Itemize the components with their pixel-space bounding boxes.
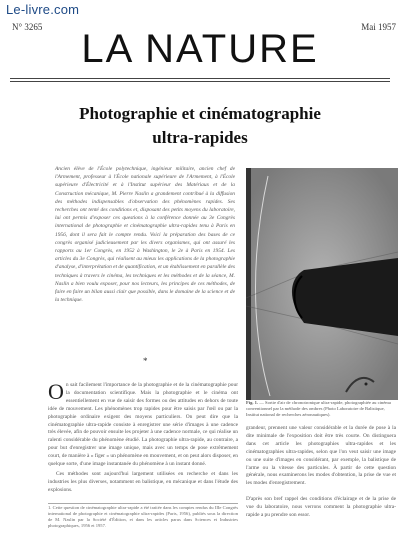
figure-caption-text: — Sortie d'air de chronotronique ultra-rapide, photographiée au cinéma conventionnel par la méthode des ombres (Photo Laboratoire de Balistique, Institut national de recherches aéronautiques).	[246, 400, 391, 417]
drop-cap: O	[48, 379, 64, 404]
right-column-text: grandeur, prennent une valeur considérable et la durée de pose à la dite minimale de l'exposition doit être très courte. On distinguera dans cet article les photographies ultra-rapides et les cinématographies ultra-rapides, selon que l'on veut saisir une image ou une suite d'images en considérant, par exemple, la balistique de l'arme ou la vitesse des particules. À partir de cette question générale, nous examinerons les modes d'obtention, la prise de vue et les modes d'enregistrement. D'après son bref rappel des conditions d'éclairage et de la prise de vue du laboratoire, nous verrons comment la photographie ultra-rapide a pu prendre son essor.	[246, 425, 396, 518]
article-title-line2: ultra-rapides	[152, 128, 248, 147]
article-title-line1: Photographie et cinématographie	[79, 104, 321, 123]
masthead: LA NATURE	[81, 27, 319, 71]
figure-photo	[246, 168, 398, 400]
issue-date: Mai 1957	[361, 22, 396, 32]
body-paragraph-2: Ces méthodes sont aujourd'hui largement utilisées en recherche et dans les industries les plus diverses, notamment en balistique, en mécanique et dans l'étude des explosions.	[48, 470, 238, 493]
watermark: Le-livre.com	[6, 2, 80, 17]
figure-caption	[246, 400, 398, 418]
footnote: 1. Cette question de cinématographie ultra-rapide a été traitée dans les comptes rendus du IIIe Congrès international de photographie et cinématographie ultra-rapides (Paris, 1956), publiés sous la direction de M. Naslin par la Société d'Édition, et dans les articles parus dans Sciences et Industries photographiques, 1956 et 1957.	[48, 505, 238, 528]
body-paragraph-1: n sait facilement l'importance de la photographie et de la cinématographie pour la documentation scientifique. Mais la photographie et le cinéma ont essentiellement en vue de saisir des formes ou des attitudes en dehors de toute idée de mouvement. Les phénomènes trop rapides pour être saisis par l'œil ou par la photographie ordinaire exigent des moyens particuliers. On peut dire que la cinématographie ultra-rapide consiste à enregistrer une série d'images à une cadence très élevée, afin de pouvoir ensuite les projeter à une cadence normale, ce qui réalise un ralenti considérable du phénomène étudié. La photographie ultra-rapide, au contraire, a pour but d'enregistrer une image unique, mais avec un temps de pose extrêmement court, de manière à « figer » un phénomène en mouvement, et on peut alors disposer, en quelque sorte, d'une image instantanée du phénomène à un instant donné.	[48, 382, 238, 468]
article-abstract: Ancien élève de l'École polytechnique, ingénieur militaire, ancien chef de l'Armement, professeur à l'École nationale supérieure de l'Armement, à l'École supérieure d'Électricité et à l'Institut supérieur des Matériaux et de la Construction mécanique, M. Pierre Naslin a grandement contribué à la diffusion des méthodes indispensables d'observation des phénomènes rapides. Ses recherches ont tenté des conditions et, disposant des petits moyens du laboratoire, lui ont permis d'exposer ces questions à la conférence donnée au 3e Congrès international de photographie et cinématographie ultra-rapides tenu à Paris en 1956, dont il sera fait le compte rendu. Voici la préparation des bases de ce congrès organisé judicieusement par les divers organismes, qui ont assuré les rapports au 1er Congrès, en 1952 à Washington, le 2e à Paris en 1954. Les articles du 3e Congrès, qui réalisent au mieux les applications de la photographie d'analyse, d'interprétation et de quantification, et un établissement en parallèle des techniques à travers le cinéma, les techniques et les méthodes et de la séance, M. Naslin a bien voulu exposer, pour nos lecteurs, les principes de ces méthodes, de faire en faire un bilan aussi clair que possible, dans le domaine de la science et de la technique.	[55, 166, 235, 304]
article-body	[48, 379, 238, 495]
issue-number: N° 3265	[12, 22, 43, 32]
masthead-rule-top	[10, 78, 390, 79]
projectile-shadowgraph-image	[246, 168, 398, 400]
masthead-rule-bottom	[10, 81, 390, 82]
section-asterisk: *	[143, 356, 148, 366]
article-title	[30, 102, 370, 150]
figure-caption-label: Fig. 1.	[246, 400, 259, 405]
